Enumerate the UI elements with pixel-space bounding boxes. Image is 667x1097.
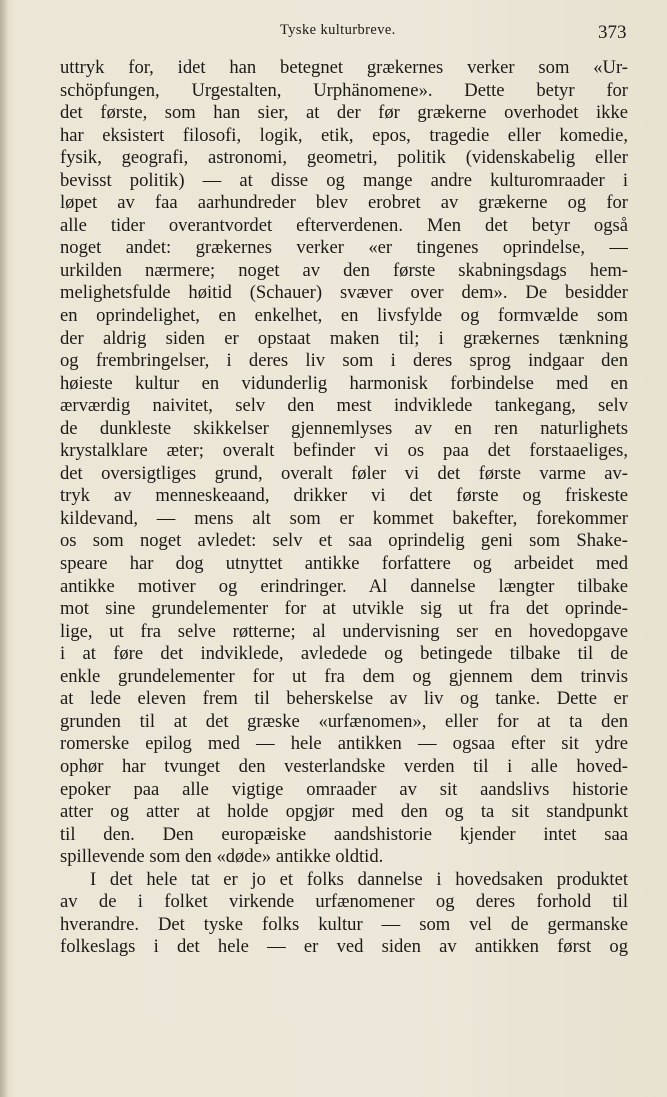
text-line: kildevand, — mens alt som er kommet bakefter, forekommer <box>60 507 628 529</box>
text-line: av de i folket virkende urfænomener og deres forhold til <box>60 891 628 913</box>
text-line: alle tider overantvordet efterverdenen. Men det betyr også <box>60 214 628 236</box>
text-line: antikke motiver og erindringer. Al dannelse længter tilbake <box>60 575 628 597</box>
text-line: tryk av menneskeaand, drikker vi det første og friskeste <box>60 485 628 507</box>
text-line: speare har dog utnyttet antikke forfattere og arbeidet med <box>60 553 628 575</box>
text-line: høieste kultur en vidunderlig harmonisk forbindelse med en <box>60 372 628 394</box>
running-title: Tyske kulturbreve. <box>280 22 396 38</box>
text-line: bevisst politik) — at disse og mange andre kulturomraader i <box>60 169 628 191</box>
text-line: til den. Den europæiske aandshistorie kjender intet saa <box>60 823 628 845</box>
paragraph-start-line: I det hele tat er jo et folks dannelse i hovedsaken produktet <box>90 868 628 890</box>
text-line: uttryk for, idet han betegnet grækernes verker som «Ur- <box>60 57 628 78</box>
text-line: grunden til at det græske «urfænomen», eller for at ta den <box>60 710 628 732</box>
text-line: det første, som han sier, at der før grækerne overhodet ikke <box>60 102 628 124</box>
running-head <box>0 22 667 46</box>
text-line: der aldrig siden er opstaat maken til; i grækernes tænkning <box>60 327 628 349</box>
text-line: epoker paa alle vigtige omraader av sit aandslivs historie <box>60 778 628 800</box>
text-line: lige, ut fra selve røtterne; al undervisning ser en hovedopgave <box>60 620 628 642</box>
text-line: melighetsfulde høitid (Schauer) svæver over dem». De besidder <box>60 282 628 304</box>
text-line: ærværdig naivitet, selv den mest indviklede tankegang, selv <box>60 395 628 417</box>
text-line: romerske epilog med — hele antikken — ogsaa efter sit ydre <box>60 733 628 755</box>
text-line: løpet av faa aarhundreder blev erobret av grækerne og for <box>60 192 628 214</box>
text-line: ophør har tvunget den vesterlandske verden til i alle hoved- <box>60 755 628 777</box>
text-line: os som noget avledet: selv et saa oprindelig geni som Shake- <box>60 530 628 552</box>
text-line: schöpfungen, Urgestalten, Urphänomene». Dette betyr for <box>60 79 628 101</box>
text-line: en oprindelighet, en enkelhet, en livsfylde og formvælde som <box>60 305 628 327</box>
text-line: atter og atter at holde opgjør med den og ta sit standpunkt <box>60 801 628 823</box>
text-line: fysik, geografi, astronomi, geometri, politik (videnskabelig eller <box>60 147 628 169</box>
text-line: mot sine grundelementer for at utvikle sig ut fra det oprinde- <box>60 598 628 620</box>
text-line: noget andet: grækernes verker «er tingenes oprindelse, — <box>60 237 628 259</box>
text-line: hverandre. Det tyske folks kultur — som vel de germanske <box>60 913 628 935</box>
text-line: de dunkleste skikkelser gjennemlyses av en ren naturlighets <box>60 417 628 439</box>
text-line: enkle grundelementer for ut fra dem og gjennem dem trinvis <box>60 665 628 687</box>
text-line: har eksistert filosofi, logik, etik, epos, tragedie eller komedie, <box>60 124 628 146</box>
text-line: folkeslags i det hele — er ved siden av antikken først og <box>60 936 628 958</box>
text-line: og frembringelser, i deres liv som i deres sprog indgaar den <box>60 350 628 372</box>
paragraph-end-line: spillevende som den «døde» antikke oldtid. <box>60 846 384 868</box>
text-line: krystalklare æter; overalt befinder vi os paa det forstaaeliges, <box>60 440 628 462</box>
text-line: det oversigtliges grund, overalt føler vi det første varme av- <box>60 462 628 484</box>
body-text <box>60 57 628 959</box>
text-line: urkilden nærmere; noget av den første skabningsdags hem- <box>60 259 628 281</box>
page-edge-shadow <box>0 0 8 1097</box>
text-line: at lede eleven frem til beherskelse av liv og tanke. Dette er <box>60 688 628 710</box>
page-number: 373 <box>598 22 627 43</box>
text-line: i at føre det indviklede, avledede og betingede tilbake til de <box>60 643 628 665</box>
